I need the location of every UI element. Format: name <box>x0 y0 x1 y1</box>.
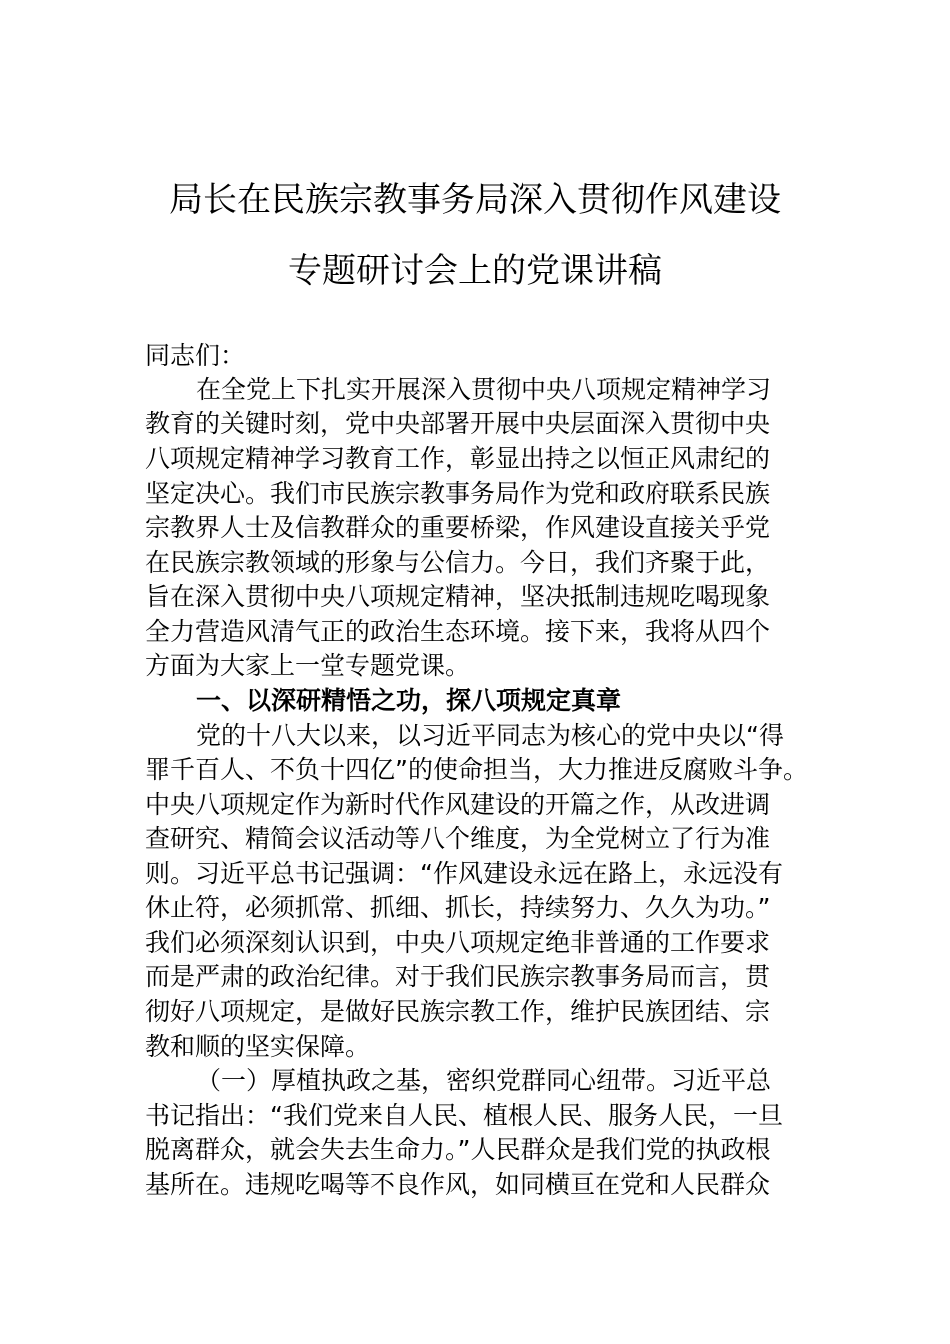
paragraph-line: 我们必须深刻认识到，中央八项规定绝非普通的工作要求 <box>145 928 771 957</box>
paragraph-line: 坚定决心。我们市民族宗教事务局作为党和政府联系民族 <box>145 479 771 508</box>
paragraph-line: 脱离群众，就会失去生命力。”人民群众是我们党的执政根 <box>145 1135 771 1164</box>
paragraph-line: 书记指出：“我们党来自人民、植根人民、服务人民，一旦 <box>145 1101 783 1130</box>
paragraph-line: 全力营造风清气正的政治生态环境。接下来，我将从四个 <box>145 617 771 646</box>
section-heading: 一、以深研精悟之功，探八项规定真章 <box>196 686 622 715</box>
paragraph-line: （一）厚植执政之基，密织党群同心纽带。习近平总 <box>196 1066 772 1095</box>
paragraph-line: 方面为大家上一堂专题党课。 <box>145 651 471 680</box>
paragraph-line: 教和顺的坚实保障。 <box>145 1032 371 1061</box>
paragraph-line: 在全党上下扎实开展深入贯彻中央八项规定精神学习 <box>196 375 772 404</box>
paragraph-line: 宗教界人士及信教群众的重要桥梁，作风建设直接关乎党 <box>145 513 771 542</box>
salutation: 同志们： <box>145 341 246 370</box>
document-title-line-1: 局长在民族宗教事务局深入贯彻作风建设 <box>169 180 781 220</box>
paragraph-line: 罪千百人、不负十四亿”的使命担当，大力推进反腐败斗争。 <box>145 755 808 784</box>
paragraph-line: 则。习近平总书记强调：“作风建设永远在路上，永远没有 <box>145 859 783 888</box>
paragraph-line: 八项规定精神学习教育工作，彰显出持之以恒正风肃纪的 <box>145 444 771 473</box>
paragraph-line: 查研究、精简会议活动等八个维度，为全党树立了行为准 <box>145 824 771 853</box>
paragraph-line: 基所在。违规吃喝等不良作风，如同横亘在党和人民群众 <box>145 1170 771 1199</box>
paragraph-line: 而是严肃的政治纪律。对于我们民族宗教事务局而言，贯 <box>145 962 771 991</box>
paragraph-line: 彻好八项规定，是做好民族宗教工作，维护民族团结、宗 <box>145 997 771 1026</box>
paragraph-line: 教育的关键时刻，党中央部署开展中央层面深入贯彻中央 <box>145 409 771 438</box>
paragraph-line: 休止符，必须抓常、抓细、抓长，持续努力、久久为功。” <box>145 893 771 922</box>
document-title-line-2: 专题研讨会上的党课讲稿 <box>288 251 662 291</box>
paragraph-line: 在民族宗教领域的形象与公信力。今日，我们齐聚于此， <box>145 548 771 577</box>
paragraph-line: 党的十八大以来，以习近平同志为核心的党中央以“得 <box>196 721 784 750</box>
paragraph-line: 中央八项规定作为新时代作风建设的开篇之作，从改进调 <box>145 790 771 819</box>
paragraph-line: 旨在深入贯彻中央八项规定精神，坚决抵制违规吃喝现象 <box>145 582 771 611</box>
